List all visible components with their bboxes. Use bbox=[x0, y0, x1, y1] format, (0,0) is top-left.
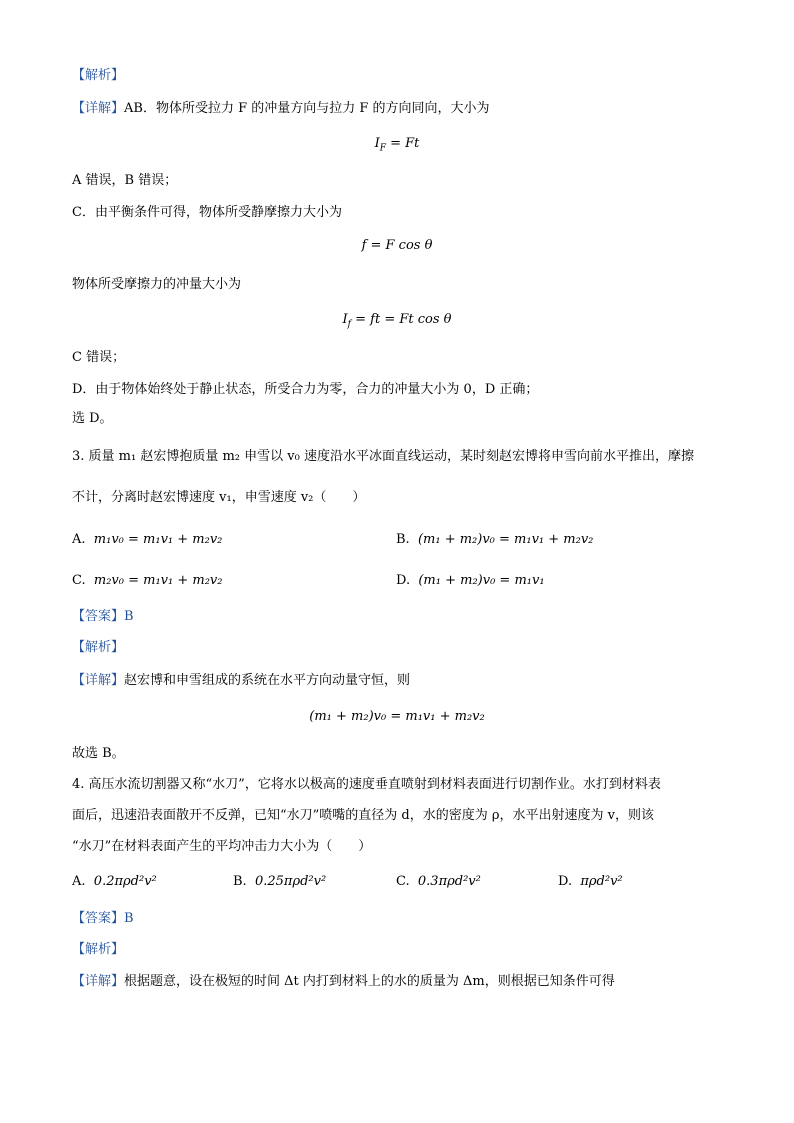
eq-subscript: f bbox=[347, 319, 351, 330]
equation-momentum-conservation: (m₁ + m₂)v₀ = m₁v₁ + m₂v₂ bbox=[309, 709, 485, 724]
option-formula: 0.2πρd²v² bbox=[93, 874, 157, 889]
option-label: D. bbox=[558, 874, 573, 889]
detail-tag: 【详解】 bbox=[72, 101, 125, 116]
option-formula: 0.25πρd²v² bbox=[254, 874, 327, 889]
option-label: C. bbox=[72, 573, 86, 588]
c-conclusion: C 错误； bbox=[72, 350, 126, 365]
option-label: A. bbox=[72, 874, 86, 889]
question-3-option-c bbox=[72, 572, 223, 590]
answer-3: 【答案】B bbox=[72, 609, 134, 624]
question-4-line-2: 面后，迅速沿表面散开不反弹，已知“水刀”喷嘴的直径为 d，水的密度为 ρ，水平出射速度为 v，则该 bbox=[72, 808, 654, 823]
question-3-option-a bbox=[72, 531, 222, 549]
analysis-heading: 【解析】 bbox=[72, 68, 125, 83]
choice-b-conclusion: 故选 B。 bbox=[72, 746, 125, 761]
question-4-line-3: “水刀”在材料表面产生的平均冲击力大小为（ ） bbox=[72, 839, 372, 854]
detail-text: AB．物体所受拉力 F 的冲量方向与拉力 F 的方向同向，大小为 bbox=[124, 101, 490, 116]
question-4-line-1: 4. 高压水流切割器又称“水刀”，它将水以极高的速度垂直喷射到材料表面进行切割作业。水打到材料表 bbox=[72, 777, 661, 792]
equation-impulse-force bbox=[0, 135, 794, 158]
question-3-line-1: 3. 质量 m₁ 赵宏博抱质量 m₂ 申雪以 v₀ 速度沿水平冰面直线运动，某时刻赵宏博将申雪向前水平推出，摩擦 bbox=[72, 449, 694, 464]
eq-symbol: I bbox=[342, 312, 348, 327]
eq-rhs: = Ft bbox=[385, 136, 420, 151]
question-4-option-a bbox=[72, 873, 157, 891]
question-3-option-d bbox=[396, 572, 545, 590]
analysis-4-heading: 【解析】 bbox=[72, 942, 125, 957]
eq-rhs: = ft = Ft cos θ bbox=[351, 312, 452, 327]
option-formula: 0.3πρd²v² bbox=[417, 874, 481, 889]
detail-paragraph-ab bbox=[72, 100, 490, 118]
detail-paragraph-q3 bbox=[72, 672, 410, 690]
choice-conclusion: 选 D。 bbox=[72, 411, 113, 426]
option-formula: m₁v₀ = m₁v₁ + m₂v₂ bbox=[93, 532, 223, 547]
option-label: B. bbox=[396, 532, 410, 547]
detail-text: 赵宏博和申雪组成的系统在水平方向动量守恒，则 bbox=[124, 673, 411, 688]
friction-impulse-text: 物体所受摩擦力的冲量大小为 bbox=[72, 277, 242, 292]
question-4-option-c bbox=[396, 873, 481, 891]
question-3-option-b bbox=[396, 531, 593, 549]
eq-subscript: F bbox=[379, 143, 386, 154]
ab-conclusion: A 错误，B 错误； bbox=[72, 173, 178, 188]
option-label: A. bbox=[72, 532, 86, 547]
equation-friction-impulse bbox=[0, 311, 794, 334]
equation-static-friction: f = F cos θ bbox=[361, 238, 433, 253]
detail-paragraph-q4 bbox=[72, 973, 615, 991]
option-label: D. bbox=[396, 573, 411, 588]
analysis-3-heading: 【解析】 bbox=[72, 640, 125, 655]
option-label: B. bbox=[233, 874, 247, 889]
option-formula: (m₁ + m₂)v₀ = m₁v₁ bbox=[418, 573, 545, 588]
option-formula: πρd²v² bbox=[580, 874, 623, 889]
option-d-reasoning: D．由于物体始终处于静止状态，所受合力为零，合力的冲量大小为 0，D 正确； bbox=[72, 382, 539, 397]
question-3-line-2: 不计，分离时赵宏博速度 v₁，申雪速度 v₂（ ） bbox=[72, 490, 366, 505]
option-formula: m₂v₀ = m₁v₁ + m₂v₂ bbox=[93, 573, 223, 588]
option-label: C. bbox=[396, 874, 410, 889]
detail-tag: 【详解】 bbox=[72, 673, 125, 688]
detail-text: 根据题意，设在极短的时间 Δt 内打到材料上的水的质量为 Δm，则根据已知条件可得 bbox=[124, 974, 615, 989]
detail-tag: 【详解】 bbox=[72, 974, 125, 989]
question-4-option-b bbox=[233, 873, 326, 891]
eq-symbol: I bbox=[374, 136, 380, 151]
answer-4: 【答案】B bbox=[72, 911, 134, 926]
option-c-reasoning: C．由平衡条件可得，物体所受静摩擦力大小为 bbox=[72, 205, 342, 220]
option-formula: (m₁ + m₂)v₀ = m₁v₁ + m₂v₂ bbox=[417, 532, 594, 547]
question-4-option-d bbox=[558, 873, 623, 891]
